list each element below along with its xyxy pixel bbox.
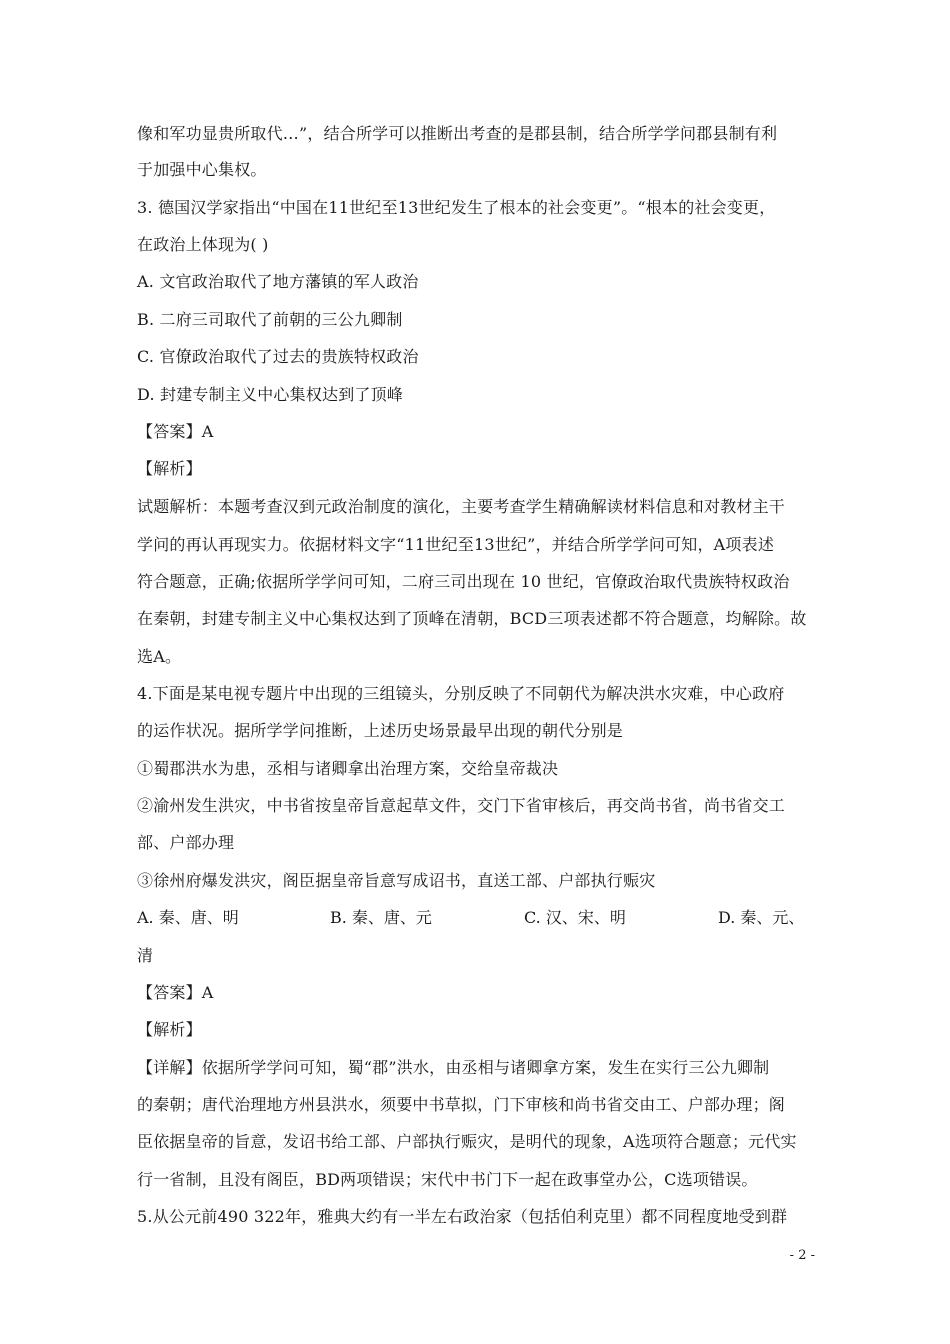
detail-text: 的秦朝；唐代治理地方州县洪水，须要中书草拟，门下审核和尚书省交由工、户部办理；阁 (137, 1095, 786, 1114)
scene-3: ③徐州府爆发洪灾，阁臣据皇帝旨意写成诏书，直送工部、户部执行赈灾 (137, 871, 656, 890)
question-3-option-c: C. 官僚政治取代了过去的贵族特权政治 (137, 347, 419, 366)
detail-text: 行一省制，且没有阁臣，BD两项错误；宋代中书门下一起在政事堂办公，C选项错误。 (137, 1170, 758, 1189)
question-3-stem: 在政治上体现为( ) (137, 235, 269, 254)
question-4-option-d-continued: 清 (137, 946, 154, 965)
analysis-text: 选A。 (137, 647, 182, 666)
question-4-option-b: B. 秦、唐、元 (330, 908, 432, 927)
text-line: 于加强中心集权。 (137, 160, 267, 179)
answer-label: 【答案】A (137, 983, 214, 1002)
question-3-option-d: D. 封建专制主义中心集权达到了顶峰 (137, 385, 404, 404)
analysis-text: 试题解析：本题考查汉到元政治制度的演化，主要考查学生精确解读材料信息和对教材主干 (137, 497, 786, 516)
analysis-text: 在秦朝，封建专制主义中心集权达到了顶峰在清朝，BCD三项表述都不符合题意，均解除。故 (137, 609, 807, 628)
detail-text: 臣依据皇帝的旨意，发诏书给工部、户部执行赈灾，是明代的现象，A选项符合题意；元代实 (137, 1132, 797, 1151)
analysis-text: 学问的再认再现实力。依据材料文字“11世纪至13世纪”，并结合所学学问可知，A项表述 (137, 535, 775, 554)
analysis-label: 【解析】 (137, 1020, 202, 1039)
question-4-option-a: A. 秦、唐、明 (137, 908, 239, 927)
page-number: - 2 - (789, 1248, 815, 1263)
question-3-option-a: A. 文官政治取代了地方藩镇的军人政治 (137, 272, 419, 291)
question-3-stem: 3. 德国汉学家指出“中国在11世纪至13世纪发生了根本的社会变更”。“根本的社会变更， (137, 198, 776, 217)
analysis-text: 符合题意，正确;依据所学学问可知，二府三司出现在 10 世纪，官僚政治取代贵族特权政治 (137, 572, 790, 591)
answer-label: 【答案】A (137, 422, 214, 441)
text-line: 像和军功显贵所取代…”，结合所学可以推断出考查的是郡县制，结合所学学问郡县制有利 (137, 124, 778, 143)
scene-2: 部、户部办理 (137, 833, 235, 852)
detail-text: 【详解】依据所学学问可知，蜀“郡”洪水，由丞相与诸卿拿方案，发生在实行三公九卿制 (137, 1058, 770, 1077)
question-4-option-d: D. 秦、元、 (718, 908, 805, 927)
analysis-label: 【解析】 (137, 459, 202, 478)
question-3-option-b: B. 二府三司取代了前朝的三公九卿制 (137, 310, 403, 329)
question-4-stem: 4.下面是某电视专题片中出现的三组镜头，分别反映了不同朝代为解决洪水灾难，中心政府 (137, 684, 785, 703)
question-4-stem: 的运作状况。据所学学问推断，上述历史场景最早出现的朝代分别是 (137, 721, 624, 740)
question-4-option-c: C. 汉、宋、明 (524, 908, 626, 927)
scene-2: ②渝州发生洪灾，中书省按皇帝旨意起草文件，交门下省审核后，再交尚书省，尚书省交工 (137, 796, 786, 815)
question-5-stem: 5.从公元前490 322年，雅典大约有一半左右政治家（包括伯利克里）都不同程度地受到群 (137, 1207, 788, 1226)
scene-1: ①蜀郡洪水为患，丞相与诸卿拿出治理方案，交给皇帝裁决 (137, 759, 559, 778)
